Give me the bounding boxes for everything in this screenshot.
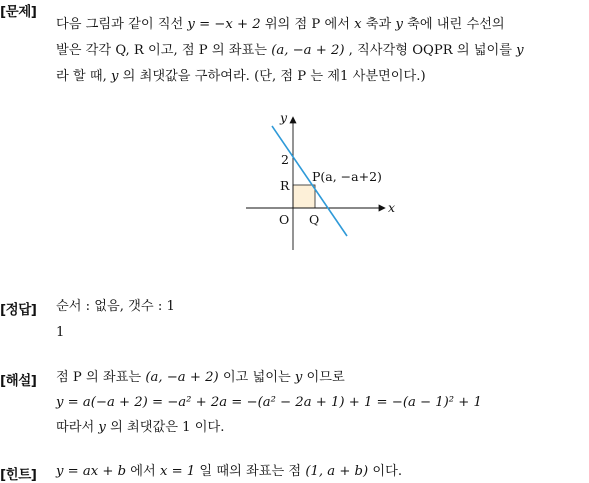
problem-text: 다음 그림과 같이 직선 (56, 17, 188, 32)
solution-text: 이므로 (302, 370, 345, 385)
x-axis-label: x (388, 200, 396, 215)
solution-line-3 (56, 417, 224, 439)
label-Q: Q (309, 212, 320, 227)
hint-text: 에서 (126, 464, 160, 479)
hint-text: 이다. (368, 464, 403, 479)
y-axis-label: y (280, 110, 288, 125)
hint-x-value: x = 1 (159, 464, 196, 479)
var-y: y (98, 420, 106, 435)
solution-line-1 (56, 367, 345, 389)
point-coordinates: (a, −a + 2) (271, 43, 345, 58)
var-x: x (354, 17, 362, 32)
hint-equation: y = ax + b (56, 464, 127, 479)
answer-line-2: 1 (56, 325, 65, 340)
solution-text: 의 최댓값은 1 이다. (105, 420, 225, 435)
var-y: y (111, 69, 119, 84)
problem-text: 축에 내린 수선의 (402, 17, 505, 32)
solution-text: 따라서 (56, 420, 99, 435)
shaded-rectangle (293, 185, 315, 208)
problem-text: , 직사각형 OQPR 의 넓이를 (344, 43, 517, 58)
problem-text: 의 최댓값을 구하여라. (단, 점 P 는 제1 사분면이다.) (118, 69, 426, 84)
hint-label: [힌트] (0, 467, 37, 483)
point-coordinates: (a, −a + 2) (145, 370, 219, 385)
var-y: y (516, 43, 524, 58)
problem-text: 축과 (361, 17, 396, 32)
problem-line-3 (56, 66, 426, 88)
hint-point: (1, a + b) (305, 464, 369, 479)
problem-text: 라 할 때, (56, 69, 111, 84)
solution-label: [해설] (0, 373, 37, 389)
solution-text: 이고 넓이는 (218, 370, 295, 385)
var-y: y (395, 17, 403, 32)
answer-label: [정답] (0, 302, 37, 318)
problem-line-1 (56, 14, 505, 36)
var-y: y (294, 370, 303, 385)
solution-equation: y = a(−a + 2) = −a² + 2a = −(a² − 2a + 1) + 1 = −(a − 1)² + 1 (56, 395, 482, 410)
label-R: R (280, 178, 290, 193)
line-equation: y = −x + 2 (187, 17, 261, 32)
problem-text: 위의 점 P 에서 (260, 17, 355, 32)
coordinate-figure (240, 108, 410, 258)
solution-text: 점 P 의 좌표는 (56, 370, 146, 385)
answer-line-1: 순서 : 없음, 갯수 : 1 (56, 299, 175, 314)
hint-text: 일 때의 좌표는 점 (195, 464, 306, 479)
problem-label: [문제] (0, 4, 37, 20)
label-O: O (279, 212, 290, 227)
problem-line-2 (56, 40, 524, 62)
tick-2-label: 2 (281, 152, 289, 167)
label-P: P(a, −a+2) (312, 169, 382, 184)
hint-line (56, 461, 402, 483)
problem-text: 발은 각각 Q, R 이고, 점 P 의 좌표는 (56, 43, 272, 58)
